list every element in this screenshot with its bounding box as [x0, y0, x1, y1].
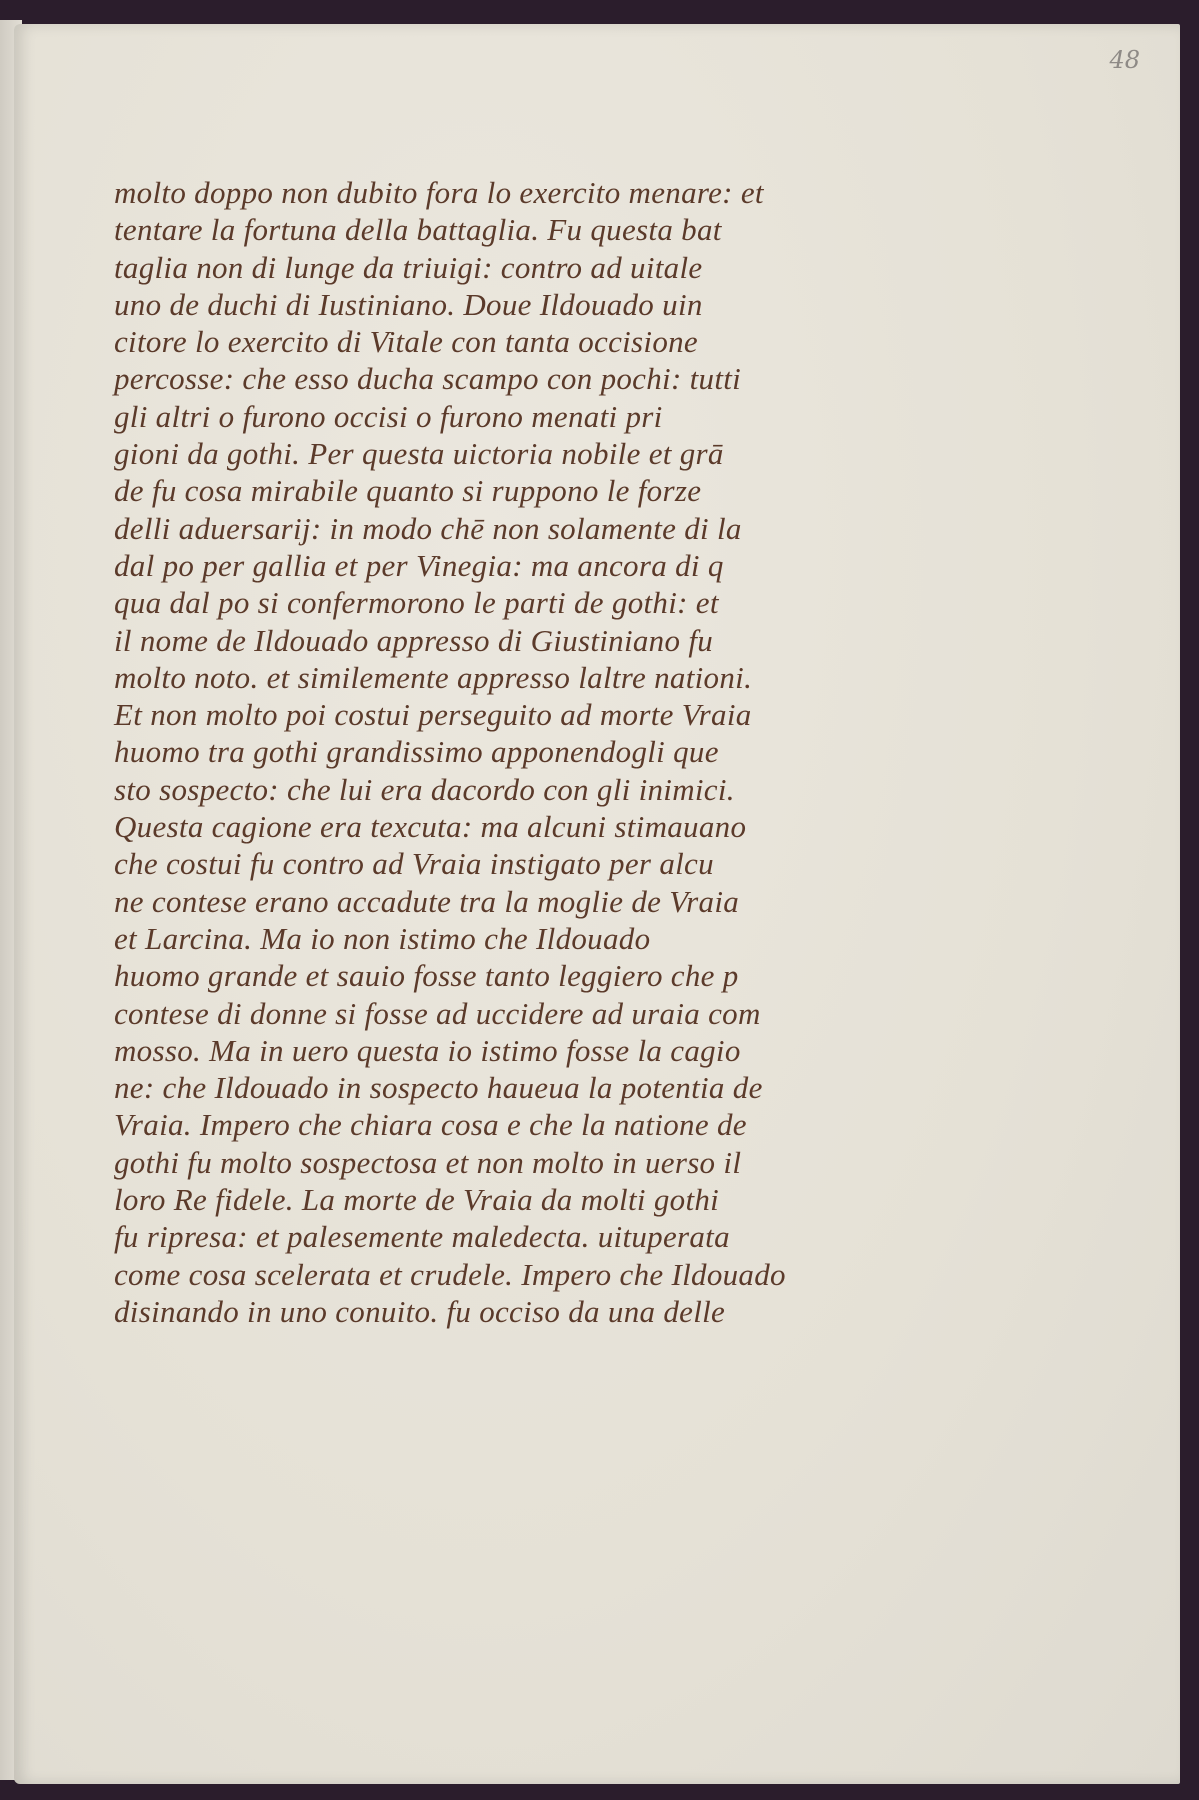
text-line: citore lo exercito di Vitale con tanta occisione	[114, 324, 698, 360]
text-line: Vraia. Impero che chiara cosa e che la natione de	[114, 1107, 747, 1143]
manuscript-page	[14, 24, 1180, 1784]
text-line: dal po per gallia et per Vinegia: ma ancora di q	[114, 547, 724, 583]
text-line: de fu cosa mirabile quanto si ruppono le forze	[114, 473, 702, 509]
text-line: Et non molto poi costui perseguito ad morte Vraia	[114, 697, 752, 733]
text-line: ne: che Ildouado in sospecto haueua la potentia de	[114, 1070, 763, 1106]
manuscript-text-block	[114, 174, 894, 1330]
text-line: come cosa scelerata et crudele. Impero che Ildouado	[114, 1256, 786, 1292]
text-line: mosso. Ma in uero questa io istimo fosse la cagio	[114, 1032, 741, 1068]
text-line: gothi fu molto sospectosa et non molto in uerso il	[114, 1144, 742, 1180]
text-line: tentare la fortuna della battaglia. Fu questa bat	[114, 212, 722, 248]
text-line: gioni da gothi. Per questa uictoria nobile et grā	[114, 436, 724, 472]
text-line: ne contese erano accadute tra la moglie de Vraia	[114, 883, 740, 919]
text-line: gli altri o furono occisi o furono menati pri	[114, 398, 663, 434]
text-line: et Larcina. Ma io non istimo che Ildouado	[114, 920, 651, 956]
text-line: delli aduersarij: in modo chē non solamente di la	[114, 510, 742, 546]
text-line: fu ripresa: et palesemente maledecta. uituperata	[114, 1219, 730, 1255]
text-line: Questa cagione era texcuta: ma alcuni stimauano	[114, 809, 747, 845]
text-line: molto doppo non dubito fora lo exercito menare: et	[114, 175, 764, 210]
text-line: huomo tra gothi grandissimo apponendogli que	[114, 734, 719, 770]
text-line: sto sospecto: che lui era dacordo con gli inimici.	[114, 771, 735, 807]
text-line: che costui fu contro ad Vraia instigato per alcu	[114, 846, 714, 882]
text-line: huomo grande et sauio fosse tanto leggiero che p	[114, 958, 739, 994]
text-line: disinando in uno conuito. fu occiso da una delle	[114, 1293, 726, 1329]
folio-number: 48	[1109, 46, 1140, 74]
text-line: taglia non di lunge da triuigi: contro ad uitale	[114, 249, 703, 285]
text-line: il nome de Ildouado appresso di Giustiniano fu	[114, 622, 714, 658]
text-line: percosse: che esso ducha scampo con pochi: tutti	[114, 361, 742, 397]
text-line: molto noto. et similemente appresso laltre nationi.	[114, 659, 753, 695]
text-line: uno de duchi di Iustiniano. Doue Ildouado uin	[114, 286, 703, 322]
text-line: contese di donne si fosse ad uccidere ad uraia com	[114, 995, 761, 1031]
text-line: loro Re fidele. La morte de Vraia da molti gothi	[114, 1182, 720, 1218]
text-line: qua dal po si confermorono le parti de gothi: et	[114, 585, 719, 621]
